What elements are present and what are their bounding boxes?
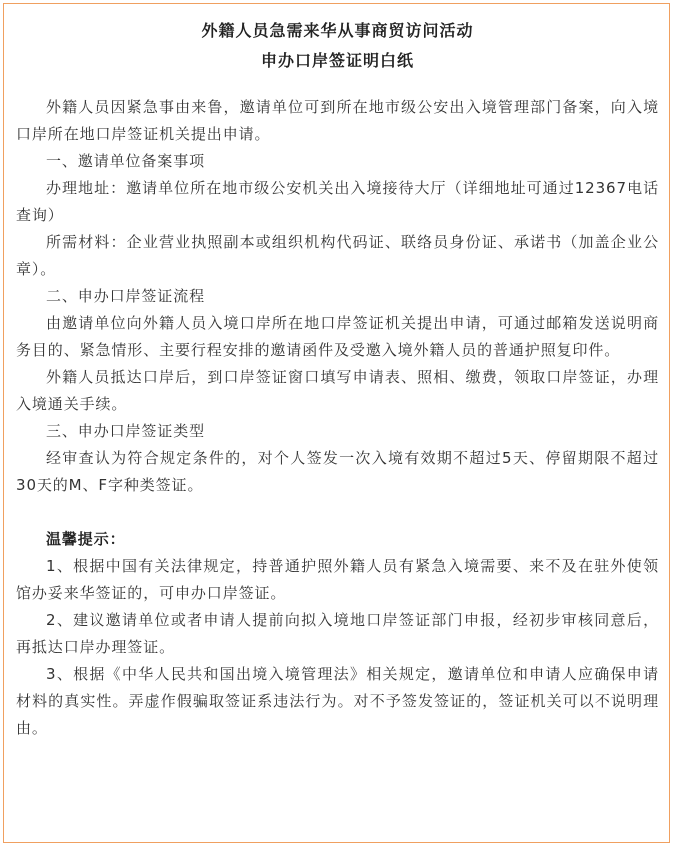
process-paragraph-2: 外籍人员抵达口岸后，到口岸签证窗口填写申请表、照相、缴费，领取口岸签证，办理入境通关手续。 (16, 368, 659, 413)
section-heading-registration: 一、邀请单位备案事项 (46, 152, 206, 170)
registration-materials: 所需材料：企业营业执照副本或组织机构代码证、联络员身份证、承诺书（加盖企业公章）。 (16, 233, 659, 278)
document-title: 外籍人员急需来华从事商贸访问活动 (201, 21, 474, 40)
tip-item: 2、建议邀请单位或者申请人提前向拟入境地口岸签证部门申报，经初步审核同意后，再抵达口岸办理签证。 (16, 611, 659, 656)
document-body (16, 94, 659, 742)
section-heading-visa-type: 三、申办口岸签证类型 (46, 422, 206, 440)
intro-paragraph: 外籍人员因紧急事由来鲁，邀请单位可到所在地市级公安出入境管理部门备案，向入境口岸所在地口岸签证机关提出申请。 (16, 98, 659, 143)
registration-address: 办理地址：邀请单位所在地市级公安机关出入境接待大厅（详细地址可通过12367电话查询） (16, 179, 659, 224)
tip-item: 3、根据《中华人民共和国出境入境管理法》相关规定，邀请单位和申请人应确保申请材料的真实性。弄虚作假骗取签证系违法行为。对不予签发签证的，签证机关可以不说明理由。 (16, 665, 659, 737)
tip-item: 1、根据中国有关法律规定，持普通护照外籍人员有紧急入境需要、来不及在驻外使领馆办妥来华签证的，可申办口岸签证。 (16, 557, 659, 602)
tips-heading: 温馨提示： (46, 530, 126, 548)
document-subtitle: 申办口岸签证明白纸 (260, 51, 414, 70)
visa-type-paragraph: 经审查认为符合规定条件的，对个人签发一次入境有效期不超过5天、停留期限不超过30天的M、F字种类签证。 (16, 449, 659, 494)
process-paragraph-1: 由邀请单位向外籍人员入境口岸所在地口岸签证机关提出申请，可通过邮箱发送说明商务目的、紧急情形、主要行程安排的邀请函件及受邀入境外籍人员的普通护照复印件。 (16, 314, 659, 359)
section-heading-process: 二、申办口岸签证流程 (46, 287, 206, 305)
